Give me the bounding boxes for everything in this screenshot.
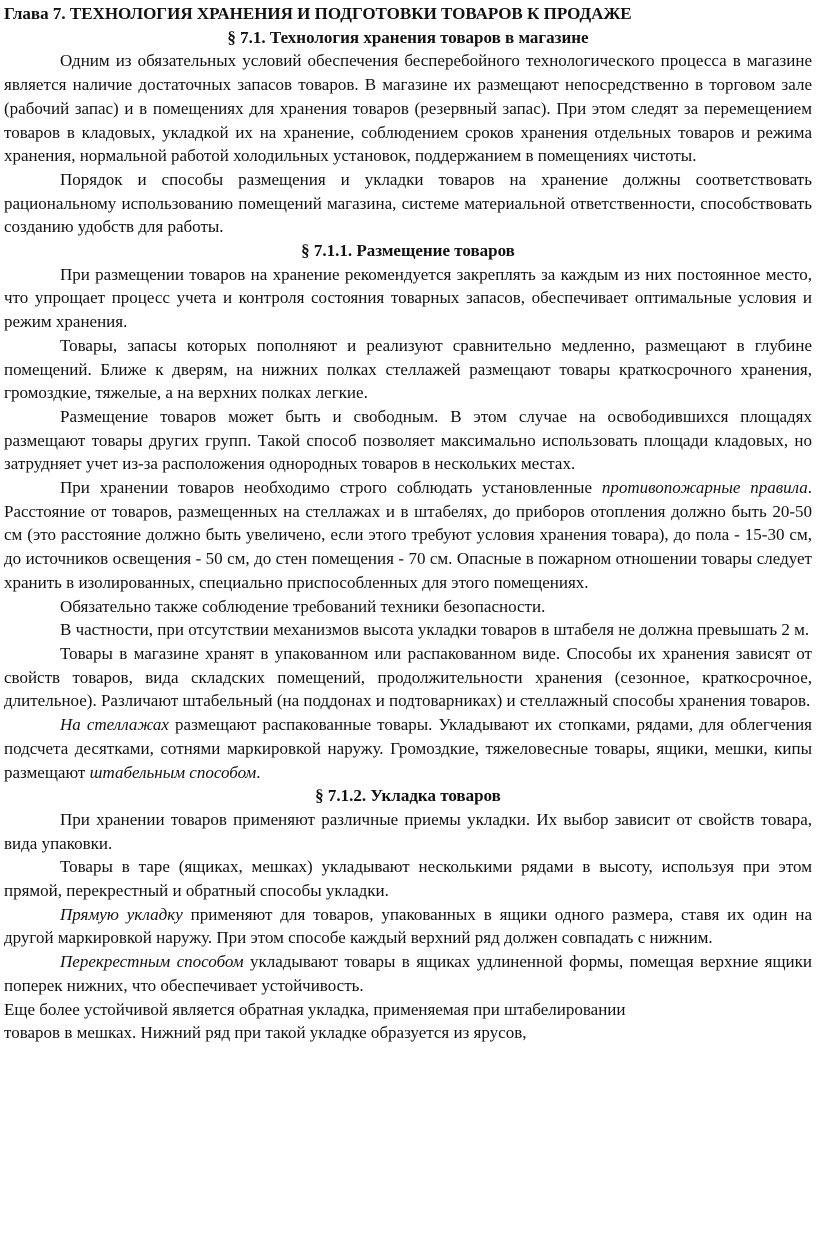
section-7-1-1-title: § 7.1.1. Размещение товаров [301, 241, 515, 261]
paragraph: товаров в мешках. Нижний ряд при такой укладке образуется из ярусов, [4, 1023, 527, 1043]
italic-term: противопожарные правила [601, 478, 808, 498]
paragraph-fire-rules [4, 476, 812, 595]
paragraph: Порядок и способы размещения и укладки товаров на хранение должны соответствовать рациональному использованию помещений магазина, системе материальной ответственности, способствовать созданию удобств для работы. [4, 169, 812, 237]
paragraph: Еще более устойчивой является обратная укладка, применяемая при штабелировании [4, 999, 626, 1019]
text-run: укладывают товары в ящиках удлиненной формы, помещая верхние ящики поперек нижних, что обеспечивает устойчивость. [4, 952, 813, 995]
paragraph: Размещение товаров может быть и свободным. В этом случае на освободившихся площадях размещают товары других групп. Такой способ позволяет максимально использовать площади кладовых, но затрудняет учет из-за расположения однородных товаров в нескольких местах. [4, 406, 812, 474]
text-run: размещают распакованные товары. Укладывают их стопками, рядами, для облегчения подсчета десятками, сотнями маркировкой наружу. Громоздкие, тяжеловесные товары, ящики, мешки, кипы размещают [4, 715, 812, 782]
italic-term: На стеллажах [60, 715, 169, 735]
paragraph: Обязательно также соблюдение требований техники безопасности. [60, 596, 546, 616]
italic-term: Прямую укладку [60, 904, 183, 924]
paragraph: Одним из обязательных условий обеспечения бесперебойного технологического процесса в магазине является наличие достаточных запасов товаров. В магазине их размещают непосредственно в торговом зале (рабочий запас) и в помещениях для хранения товаров (резервный запас). При этом следят за перемещением товаров в кладовых, укладкой их на хранение, соблюдением сроков хранения отдельных товаров и режима хранения, нормальной работой холодильных установок, поддержанием в помещениях чистоты. [4, 51, 812, 166]
text-run: При хранении товаров необходимо строго соблюдать установленные [60, 478, 602, 498]
paragraph: Товары в магазине хранят в упакованном или распакованном виде. Способы их хранения зависят от свойств товаров, вида складских помещений, продолжительности хранения (сезонное, краткосрочное, длительное). Различают штабельный (на поддонах и подтоварниках) и стеллажный способы хранения товаров. [4, 643, 812, 711]
paragraph-direct-stacking [4, 903, 812, 950]
chapter-title: Глава 7. ТЕХНОЛОГИЯ ХРАНЕНИЯ И ПОДГОТОВКИ ТОВАРОВ К ПРОДАЖЕ [4, 4, 632, 23]
paragraph: При размещении товаров на хранение рекомендуется закреплять за каждым из них постоянное место, что упрощает процесс учета и контроля состояния товарных запасов, обеспечивает оптимальные условия и режим хранения. [4, 264, 812, 332]
section-7-1-title: § 7.1. Технология хранения товаров в магазине [227, 27, 589, 47]
text-run: применяют для товаров, упакованных в ящики одного размера, ставя их один на другой маркировкой наружу. При этом способе каждый верхний ряд должен совпадать с нижним. [4, 904, 812, 948]
paragraph: В частности, при отсутствии механизмов высота укладки товаров в штабеля не должна превышать 2 м. [60, 620, 810, 640]
italic-term: штабельным способом [89, 762, 257, 782]
paragraph: При хранении товаров применяют различные приемы укладки. Их выбор зависит от свойств товара, вида упаковки. [4, 809, 812, 853]
text-run: . [256, 762, 261, 782]
paragraph-shelving [4, 713, 812, 784]
paragraph: Товары, запасы которых пополняют и реализуют сравнительно медленно, размещают в глубине помещений. Ближе к дверям, на нижних полках стеллажей размещают товары краткосрочного хранения, громоздкие, тяжелые, а на верхних полках легкие. [4, 335, 812, 403]
paragraph: Товары в таре (ящиках, мешках) укладывают несколькими рядами в высоту, используя при этом прямой, перекрестный и обратный способы укладки. [4, 857, 812, 901]
section-7-1-2-title: § 7.1.2. Укладка товаров [315, 786, 501, 806]
italic-term: Перекрестным способом [60, 952, 244, 972]
text-run: . Расстояние от товаров, размещенных на стеллажах и в штабелях, до приборов отопления должно быть 20-50 см (это расстояние должно быть увеличено, если этого требуют условия хранения товара), до пола - 15-30 см, до источников освещения - 50 см, до стен помещения - 70 см. Опасные в пожарном отношении товары следует хранить в изолированных, специально приспособленных для этого помещениях. [4, 478, 812, 592]
paragraph-cross-stacking [4, 950, 812, 997]
